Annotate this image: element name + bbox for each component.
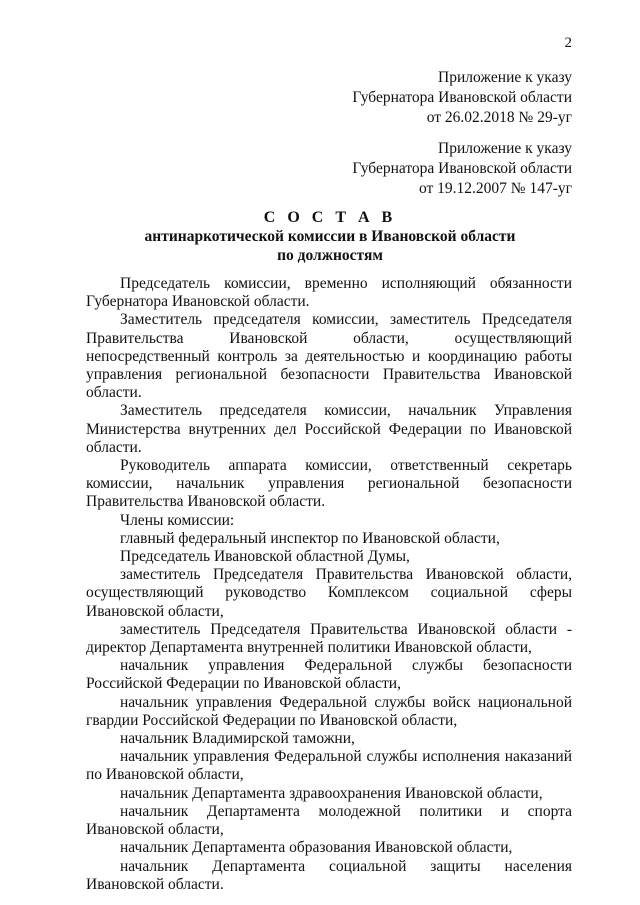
- document-heading: [88, 208, 572, 265]
- member-entry: начальник Владимирской таможни,: [120, 730, 355, 748]
- deputy-chairman-entry: Заместитель председателя комиссии, заместитель Председателя Правительства Ивановской области, осуществляющий непосредственный контроль за деятельностью и координацию работы управления региональной безопасности Правительства Ивановской области.: [86, 311, 572, 402]
- member-entry: Председатель Ивановской областной Думы,: [120, 548, 410, 566]
- member-entry: начальник Департамента социальной защиты населения Ивановской области.: [86, 857, 572, 893]
- member-entry: начальник Департамента здравоохранения Ивановской области,: [120, 784, 543, 802]
- document-subtitle-qualifier: по должностям: [277, 247, 383, 264]
- member-entry: начальник Департамента образования Ивановской области,: [120, 839, 513, 857]
- member-entry: главный федеральный инспектор по Ивановской области,: [120, 529, 500, 547]
- deputy-chairman-entry: Заместитель председателя комиссии, начальник Управления Министерства внутренних дел Российской Федерации по Ивановской области.: [86, 402, 572, 456]
- member-entry: заместитель Председателя Правительства Ивановской области - директор Департамента внутренней политики Ивановской области,: [86, 620, 572, 657]
- member-entry: начальник управления Федеральной службы исполнения наказаний по Ивановской области,: [86, 748, 572, 784]
- page-number: 2: [564, 35, 572, 51]
- appendix-line: Приложение к указу: [438, 69, 572, 86]
- commission-composition-list: [86, 275, 572, 894]
- appendix-date-line: от 19.12.2007 № 147-уг: [418, 180, 572, 197]
- document-subtitle: антинаркотической комиссии в Ивановской области: [144, 228, 516, 245]
- chairman-entry: Председатель комиссии, временно исполняющий обязанности Губернатора Ивановской области.: [86, 275, 572, 311]
- appendix-line: Приложение к указу: [438, 140, 572, 157]
- secretary-entry: Руководитель аппарата комиссии, ответственный секретарь комиссии, начальник управления региональной безопасности Правительства Ивановской области.: [86, 457, 572, 511]
- appendix-date-line: от 26.02.2018 № 29-уг: [426, 109, 572, 126]
- members-heading: Члены комиссии:: [120, 511, 235, 529]
- member-entry: начальник управления Федеральной службы безопасности Российской Федерации по Ивановской области,: [86, 657, 572, 693]
- member-entry: начальник управления Федеральной службы войск национальной гвардии Российской Федерации по Ивановской области,: [86, 693, 572, 729]
- member-entry: начальник Департамента молодежной политики и спорта Ивановской области,: [86, 802, 572, 839]
- member-entry: заместитель Председателя Правительства Ивановской области, осуществляющий руководство Комплексом социальной сферы Ивановской области,: [86, 566, 572, 620]
- appendix-reference-current: [352, 68, 572, 128]
- appendix-line: Губернатора Ивановской области: [352, 89, 572, 106]
- appendix-reference-original: [352, 139, 572, 199]
- document-title: С О С Т А В: [263, 209, 397, 226]
- appendix-line: Губернатора Ивановской области: [352, 160, 572, 177]
